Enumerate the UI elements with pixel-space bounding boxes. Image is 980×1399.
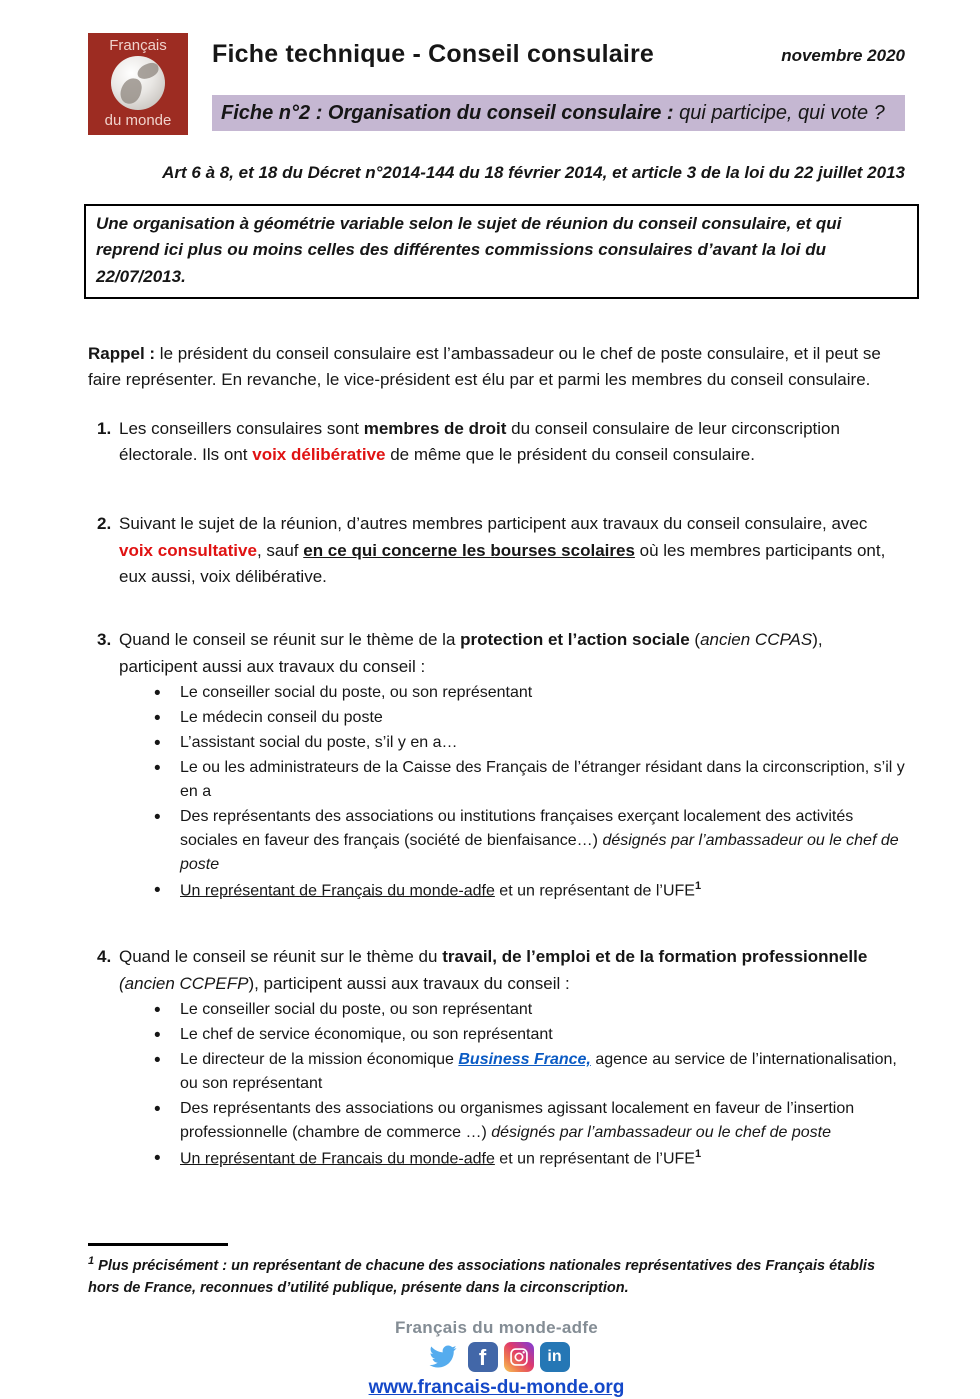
linkedin-in-glyph: in [547,1347,562,1365]
text-segment: et un représentant de l’UFE [494,882,695,900]
item-number: 3. [97,630,112,650]
footer-link-wrap [88,1377,905,1399]
bullet-item: • Le médecin conseil du poste [152,706,905,730]
item-text [119,944,905,997]
text-segment: Des représentants des associations ou organismes agissant localement en faveur de l’insertion professionnelle (chambre de commerce …) [180,1100,855,1142]
text-segment: Les conseillers consulaires sont [119,418,364,438]
notice-box: Une organisation à géométrie variable selon le sujet de réunion du conseil consulaire, et qui reprend ici plus ou moins celles des différentes commissions consulaires d’avant la loi du 22/07/2013. [84,204,919,299]
twitter-bird-glyph [427,1343,459,1370]
text-segment-underlined: Un représentant de Francais du monde-adfe [180,1150,495,1168]
rappel-text: le président du conseil consulaire est l’ambassadeur ou le chef de poste consulaire, et il peut se faire représenter. En revanche, le vice-président est élu par et parmi les membres du conseil consulaire. [88,344,881,390]
text-segment-italic: ancien CCPAS [700,630,813,650]
banner-normal-text: qui participe, qui vote ? [679,102,885,124]
footer-org-name: Français du monde-adfe [394,1317,599,1337]
subtitle-banner [212,95,905,131]
website-link[interactable]: www.francais-du-monde.org [368,1376,625,1398]
instagram-icon[interactable] [504,1342,534,1372]
francais-du-monde-logo [88,33,188,135]
footnote-ref: 1 [694,1148,702,1161]
item-number: 1. [97,418,112,438]
bullet-item [152,805,905,877]
item-number: 4. [97,947,112,967]
text-segment: Quand le conseil se réunit sur le thème de la [119,630,461,650]
numbered-item-2 [88,511,905,590]
social-icons-row [88,1341,905,1373]
text-segment: Des représentants des associations ou institutions françaises exerçant localement des activités sociales en faveur des français (société de bienfaisance…) [180,808,854,850]
bullet-item [152,1048,905,1096]
page-title: Fiche technique - Conseil consulaire [212,40,655,68]
rappel-paragraph [88,341,905,394]
item-text [119,627,905,680]
text-segment: Le directeur de la mission économique [180,1051,459,1069]
camera-glyph [509,1347,529,1367]
logo-text-top: Français [109,37,167,54]
rappel-label: Rappel : [88,344,156,364]
item-number: 2. [97,514,112,534]
bullet-item [152,1097,905,1145]
text-segment: , sauf [256,540,304,560]
title-row [212,40,905,69]
facebook-icon[interactable] [468,1342,498,1372]
text-segment: agence au service de l’internationalisation, ou son représentant [180,1051,897,1093]
footnote-section [88,1243,905,1299]
doc-date: novembre 2020 [781,46,905,65]
text-segment: Suivant le sujet de la réunion, d’autres membres participent aux travaux du conseil consulaire, avec [119,514,868,534]
facebook-f-glyph: f [478,1344,487,1370]
globe-continent [135,61,160,81]
bullet-item: • L’assistant social du poste, s’il y en a… [152,731,905,755]
text-segment: ( [119,973,125,993]
item-3-bullets [88,681,905,903]
text-segment: ), participent aussi aux travaux du conseil : [248,973,570,993]
text-segment: ), participent aussi aux travaux du conseil : [119,630,823,676]
text-segment-underlined: Un représentant de Français du monde-adfe [180,882,495,900]
text-segment-italic: désignés par l’ambassadeur ou le chef de poste [491,1124,832,1142]
text-segment: Quand le conseil se réunit sur le thème du [119,947,443,967]
logo-text-bottom: du monde [104,112,172,129]
item-text [119,416,905,469]
text-segment-italic: ancien CCPEFP [124,973,249,993]
text-segment-bold: membres de droit [363,418,507,438]
bullet-item: • Le conseiller social du poste, ou son représentant [152,681,905,705]
text-segment-underlined: en ce qui concerne les bourses scolaires [303,540,635,560]
numbered-item-4 [88,944,905,997]
header-right [212,33,905,131]
numbered-item-3 [88,627,905,680]
text-segment-bold: protection et l’action sociale [460,630,690,650]
footnote-number: 1 [88,1255,95,1268]
bullet-item: • Le conseiller social du poste, ou son représentant [152,998,905,1022]
banner-strong-text: Fiche n°2 : Organisation du conseil consulaire : [221,102,680,124]
text-segment: du conseil consulaire de leur circonscription électorale. Ils ont [119,418,840,465]
bullet-item [152,878,905,903]
text-segment-italic: désignés par l’ambassadeur ou le chef de poste [180,832,899,874]
globe-icon [111,56,165,110]
numbered-item-1 [88,416,905,469]
bullet-item [152,1146,905,1171]
linkedin-icon[interactable] [540,1342,570,1372]
text-segment-bold: travail, de l’emploi et de la formation professionnelle [442,947,868,967]
bullet-item: • Le ou les administrateurs de la Caisse des Français de l’étranger résidant dans la circonscription, s’il y en a [152,756,905,804]
footnote-body: Plus précisément : un représentant de chacune des associations nationales représentatives des Français établis hors de France, reconnues d’utilité publique, présente dans la circonscription. [88,1258,876,1297]
text-segment: ( [689,630,701,650]
text-segment-red: voix délibérative [252,445,386,465]
text-segment: de même que le président du conseil consulaire. [385,445,755,465]
text-segment: et un représentant de l’UFE [494,1150,695,1168]
footnote-ref: 1 [694,880,702,893]
legal-reference: Art 6 à 8, et 18 du Décret n°2014-144 du 18 février 2014, et article 3 de la loi du 22 juillet 2013 [162,163,905,182]
header [88,33,905,135]
footnote-text [88,1253,905,1299]
footnote-rule [88,1243,228,1246]
globe-continent [119,76,144,106]
text-segment: où les membres participants ont, eux aussi, voix délibérative. [119,540,886,587]
text-segment-red: voix consultative [119,540,257,560]
item-4-bullets [88,998,905,1171]
bullet-item: • Le chef de service économique, ou son représentant [152,1023,905,1047]
business-france-link[interactable]: Business France, [458,1051,591,1069]
item-text [119,511,905,590]
twitter-icon[interactable] [424,1341,462,1373]
